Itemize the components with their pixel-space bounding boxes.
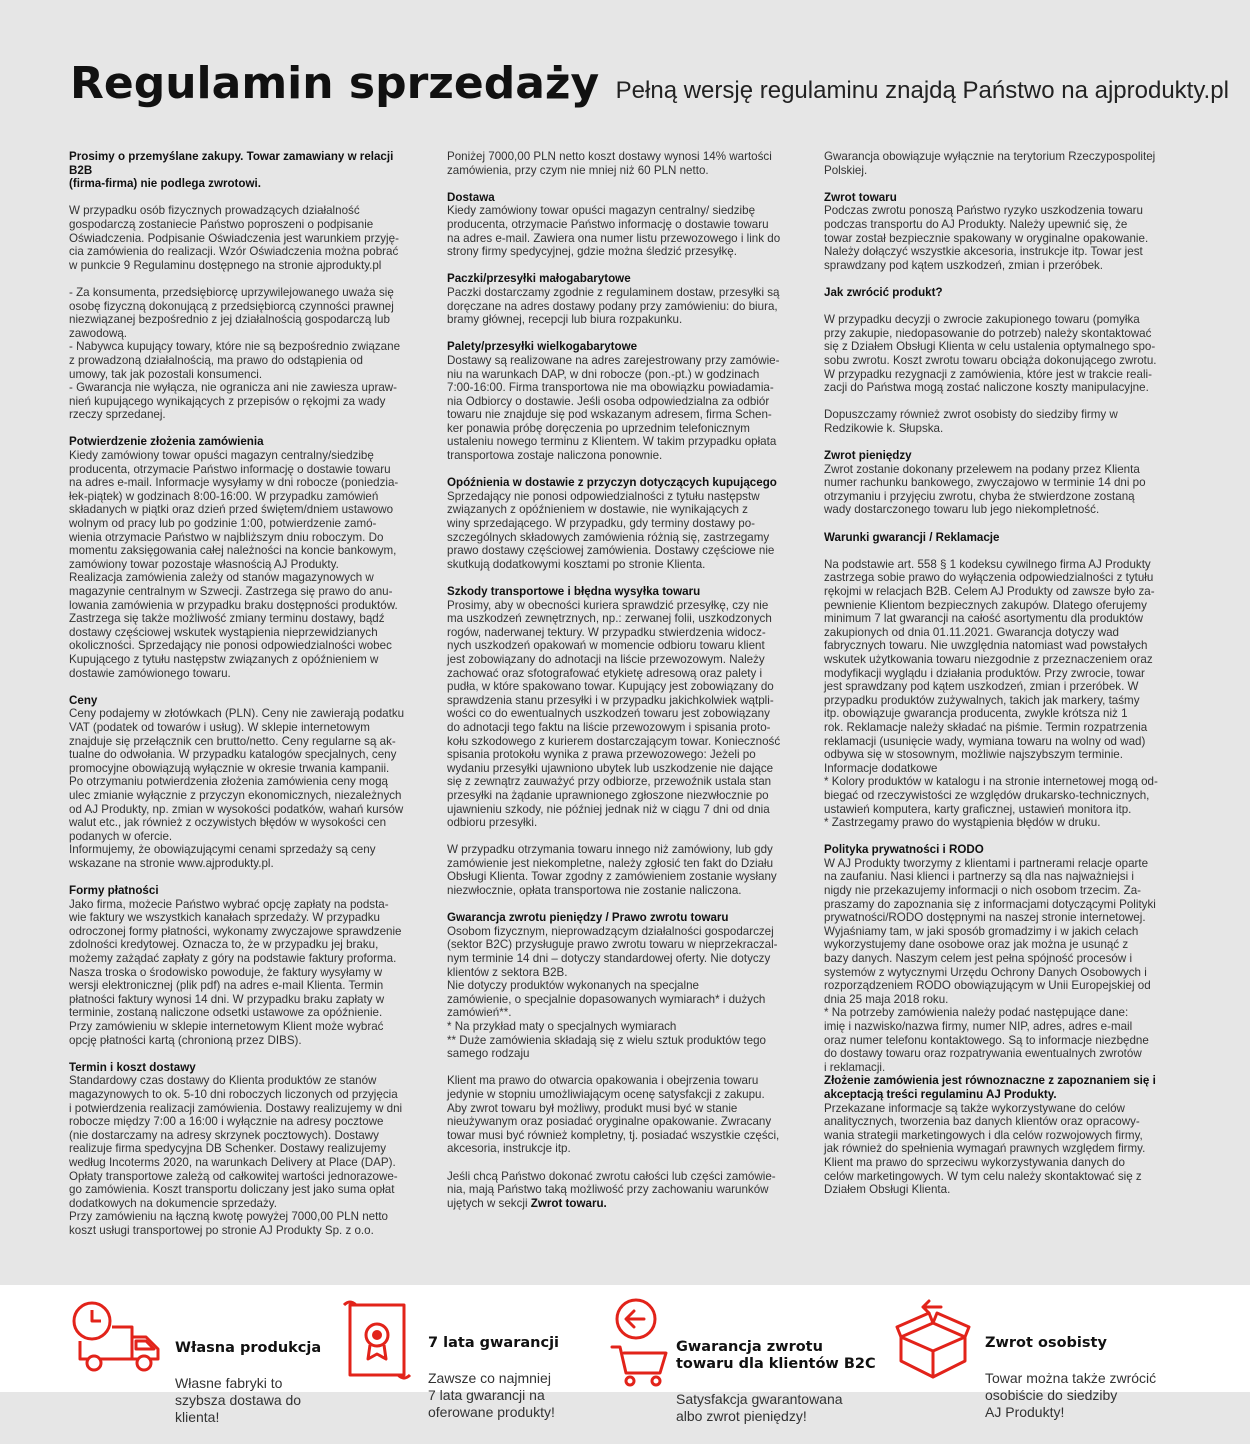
wrong-shipment-text: W przypadku otrzymania towaru innego niż zamówiony, lub gdy zamówienie jest niekompletne, należy zgłosić ten fakt do Działu Obsługi Klienta. Towar zgodny z zamówieniem zostanie wysłany niezwłocznie, opłata transportowa nie zostanie naliczona. <box>447 843 777 898</box>
warranty-text: Na podstawie art. 558 § 1 kodeksu cywilnego firma AJ Produkty zastrzega sobie prawo do wyłączenia odpowiedzialności z tytułu rękojmi w relacjach B2B. Celem AJ Produkty od zawsze było za- pewnienie Klientom bezpiecznych zakupów. Dlatego oferujemy minimum 7 lat gwarancji na całość asortymentu dla produktów zakupionych od dnia 01.11.2021. Gwarancja dotyczy wad fabrycznych towaru. Nie uwzględnia natomiast wad powstałych wskutek użytkowania towaru niezgodnie z przeznaczeniem oraz modyfikacji wyglądu i działania produktów. Przy zwrocie, towar jest sprawdzany pod kątem uszkodzeń, zmian i przeróbek. W przypadku produktów zużywalnych, takich jak markery, taśmy itp. obowiązuje gwarancja producenta, zwykle krótsza niż 1 rok. Reklamacje należy składać na piśmie. Termin rozpatrzenia reklamacji (usunięcie wady, wymiana towaru na wolny od wad) odbywa się w stosownym, możliwie najszybszym terminie. Informacje dodatkowe * Kolory produktów w katalogu i na stronie internetowej mogą od- biegać od rzeczywistości ze względów drukarsko-technicznych, ustawień komputera, karty graficznej, ustawień monitora itp. * Zastrzegamy prawo do wystąpienia błędów w druku. <box>824 557 1158 830</box>
wrong-shipment-section <box>447 843 791 897</box>
personal-return-section <box>824 408 1168 435</box>
warranty-section <box>824 558 1168 830</box>
privacy-usage-text: Przekazane informacje są także wykorzystywane do celów analitycznych, tworzenia baz danych klientów oraz opracowy- wania strategii marketingowych i dla celów rozwojowych firmy, jak również do spełnienia wymagań prawnych względem firmy. Klient ma prawo do sprzeciwu wykorzystywania danych do celów marketingowych. W tym celu należy skontaktować się z Działem Obsługi Klienta. <box>824 1101 1146 1197</box>
feature-warranty <box>340 1297 600 1420</box>
delivery-text: Kiedy zamówiony towar opuści magazyn centralny/ siedzibę producenta, otrzymacie Państwo informację o dostawie towaru na adres e-mail. Zawiera ona numer listu przewozowego i link do strony firmy spedycyjnej, gdzie można śledzić przesyłkę. <box>447 204 781 259</box>
page-title: Regulamin sprzedaży <box>70 58 600 109</box>
personal-return-text: Dopuszczamy również zwrot osobisty do siedziby firmy w Redzikowie k. Słupska. <box>824 408 1118 435</box>
prices-section <box>69 694 413 871</box>
feature-own-production <box>70 1297 350 1425</box>
refund-section <box>824 449 1168 517</box>
return-section-reference: Zwrot towaru. <box>530 1196 607 1210</box>
small-parcels-section <box>447 272 791 326</box>
delivery-heading: Dostawa <box>447 190 495 204</box>
feature-personal-return-text <box>985 1317 1156 1439</box>
warranty-heading-section <box>824 531 1168 545</box>
feature-title: Gwarancja zwrotu towaru dla klientów B2C <box>676 1339 876 1372</box>
delivery-delay-section <box>447 476 791 571</box>
page-subtitle: Pełną wersję regulaminu znajdą Państwo na ajprodukty.pl <box>615 77 1229 104</box>
order-confirmation-section <box>69 435 413 680</box>
money-back-text: Osobom fizycznym, nieprowadzącym działalności gospodarczej (sektor B2C) przysługuje prawo zwrotu towaru w nieprzekraczal- nym terminie 14 dni – dotyczy standardowej oferty. Nie dotyczy klientów z sektora B2B. Nie dotyczy produktów wykonanych na specjalne zamówienie, o specjalnie dopasowanych wymiarach* i dużych zamówień**. * Na przykład maty o specjalnych wymiarach ** Duże zamówienia składają się z wielu sztuk produktów tego samego rodzaju <box>447 924 778 1061</box>
features-footer <box>0 1285 1250 1425</box>
column-1 <box>69 150 413 1251</box>
territory-text: Gwarancja obowiązuje wyłącznie na terytorium Rzeczypospolitej Polskiej. <box>824 150 1156 177</box>
warranty-heading: Warunki gwarancji / Reklamacje <box>824 530 1000 544</box>
lead-text: Prosimy o przemyślane zakupy. Towar zamawiany w relacji B2B (firma-firma) nie podlega zwrotowi. <box>69 150 394 191</box>
territory-section <box>824 150 1168 177</box>
feature-description: Zawsze co najmniej 7 lata gwarancji na oferowane produkty! <box>428 1370 555 1420</box>
consumer-bullets-section <box>69 286 413 422</box>
partial-return-text <box>447 1170 791 1211</box>
product-return-heading: Zwrot towaru <box>824 190 897 204</box>
privacy-text: W AJ Produkty tworzymy z klientami i partnerami relacje oparte na zaufaniu. Nasi klienci i partnerzy są dla nas najważniejsi i nigdy nie przekazujemy informacji o nich osobom trzecim. Za- praszamy do zapoznania się z informacjami dotyczącymi Polityki prywatności/RODO dostępnymi na naszej stronie internetowej. Wyjaśniamy tam, w jaki sposób gromadzimy i w jakich celach wykorzystujemy dane osobowe oraz jak można je usunąć z bazy danych. Naszym celem jest pełna spójność procesów i systemów z wytycznymi Urzędu Ochrony Danych Osobowych i rozporządzeniem RODO obowiązującym w Unii Europejskiej od dnia 25 maja 2018 roku. * Na potrzeby zamówienia należy podać następujące dane: imię i nazwisko/nazwa firmy, numer NIP, adres, adres e-mail oraz numer telefonu kontaktowego. Są to informacje niezbędne do dostawy towaru oraz rozpatrywania ewentualnych zwrotów i reklamacji. <box>824 856 1156 1074</box>
order-confirmation-text: Kiedy zamówiony towar opuści magazyn centralny/siedzibę producenta, otrzymacie Państwo informację o dostawie towaru na adres e-mail. Informacje wysyłamy w dni robocze (poniedzia- łek-piątek) w godzinach 8:00-16:00. W przypadku zamówień składanych w piątki oraz dzień przed świętem/dniem ustawowo wolnym od pracy lub po godzinie 1:00, potwierdzenie zamó- wienia otrzymacie Państwo w najbliższym dniu roboczym. Do momentu zaksięgowania całej należności na koncie bankowym, zamówiony towar pozostaje własnością AJ Produkty. Realizacja zamówienia zależy od stanów magazynowych w magazynie centralnym w Szwecji. Zastrzega się prawo do anu- lowania zamówienia w przypadku braku dostępności produktów. Zastrzega się także możliwość zmiany terminu dostawy, bądź dostawy częściowej wskutek wystąpienia nieprzewidzianych okoliczności. Sprzedający nie ponosi odpowiedzialności wobec Kupującego z tytułu następstw związanych z opóźnieniem w dostawie zamówionego towaru. <box>69 449 399 680</box>
feature-money-back <box>610 1297 900 1424</box>
delivery-delay-heading: Opóźnienia w dostawie z przyczyn dotyczących kupującego <box>447 476 777 490</box>
feature-title: 7 lata gwarancji <box>428 1335 560 1351</box>
prices-heading: Ceny <box>69 693 98 707</box>
pallets-section <box>447 340 791 462</box>
transport-damage-section <box>447 585 791 830</box>
column-2 <box>447 150 791 1224</box>
feature-title: Własna produkcja <box>175 1340 322 1356</box>
transport-damage-text: Prosimy, aby w obecności kuriera sprawdzić przesyłkę, czy nie ma uszkodzeń zewnętrznych, np.: zerwanej folii, uszkodzonych rogów, naderwanej tektury. W przypadku stwierdzenia widocz- nych uszkodzeń opakowań w momencie odbioru towaru klient jest zobowiązany do adnotacji na liście przewozowym. Należy zachować oraz sfotografować etykietę adresową oraz palety i pudła, w które spakowano towar. Kupujący jest zobowiązany do sprawdzenia stanu przesyłki i w przypadku jakichkolwiek wątpli- wości co do ewentualnych uszkodzeń towaru jest zobowiązany do adnotacji tego faktu na liście przewozowym i spisania proto- kołu szkodowego z kurierem dostarczającym towar. Konieczność spisania protokołu wynika z prawa przewozowego: Jeżeli po wydaniu przesyłki ujawniono ubytek lub uszkodzenie nie dające się z zewnątrz zauważyć przy odbiorze, przewoźnik ustala stan przesyłki na żądanie uprawnionego zgłoszone niezwłocznie po ujawnieniu szkody, nie później jednak niż w ciągu 7 dni od dnia odbioru przesyłki. <box>447 598 781 830</box>
payment-text: Jako firma, możecie Państwo wybrać opcję zapłaty na podsta- wie faktury we wszystkich kanałach sprzedaży. W przypadku odroczonej formy płatności, wykonamy zwyczajowe sprawdzenie zdolności kredytowej. Oznacza to, że w przypadku jej braku, możemy zażądać zapłaty z góry na podstawie faktury proforma. Nasza troska o środowisko powoduje, że faktury wysyłamy w wersji elektronicznej (plik pdf) na adres e-mail Klienta. Termin płatności faktury wynosi 14 dni. W przypadku braku zapłaty w terminie, zostaną naliczone odsetki ustawowe za opóźnienie. Przy zamówieniu w sklepie internetowym Klient może wybrać opcję płatności kartą (chronioną przez DIBS). <box>69 897 402 1047</box>
page-header <box>70 58 1229 118</box>
feature-warranty-text <box>428 1317 559 1439</box>
delivery-cost-text: Poniżej 7000,00 PLN netto koszt dostawy wynosi 14% wartości zamówienia, przy czym nie mniej niż 60 PLN netto. <box>447 150 772 177</box>
privacy-acceptance-text: Złożenie zamówienia jest równoznaczne z zapoznaniem się i akceptacją treści regulaminu AJ Produkty. <box>824 1074 1156 1101</box>
intro-text: W przypadku osób fizycznych prowadzących działalność gospodarczą zostaniecie Państwo poproszeni o podpisanie Oświadczenia. Podpisanie Oświadczenia jest warunkiem przyję- cia zamówienia do realizacji. Wzór Oświadczenia można pobrać w punkcie 9 Regulaminu dostępnego na stronie ajprodukty.pl <box>69 204 399 272</box>
small-parcels-text: Paczki dostarczamy zgodnie z regulaminem dostaw, przesyłki są doręczane na adres dostawy podany przy zamówieniu: do biura, bramy głównej, recepcji lub biura rozpakunku. <box>447 285 780 327</box>
product-return-text: Podczas zwrotu ponoszą Państwo ryzyko uszkodzenia towaru podczas transportu do AJ Produkty. Należy upewnić się, że towar został bezpiecznie spakowany w oryginalne opakowanie. Należy dołączyć wszystkie akcesoria, instrukcje itp. Towar jest sprawdzany pod kątem uszkodzeń, zmian i przeróbek. <box>824 204 1149 272</box>
delivery-terms-heading: Termin i koszt dostawy <box>69 1060 196 1074</box>
package-opening-section <box>447 1074 791 1156</box>
delivery-section <box>447 191 791 259</box>
feature-personal-return <box>895 1297 1185 1420</box>
how-to-return-body <box>824 313 1168 395</box>
return-box-icon <box>895 1297 971 1381</box>
package-opening-text: Klient ma prawo do otwarcia opakowania i obejrzenia towaru jedynie w stopniu umożliwiającym ocenę satysfakcji z zakupu. Aby zwrot towaru był możliwy, produkt musi być w stanie nieużywanym oraz posiadać oryginalne opakowanie. Zwracany towar musi być również kompletny, tj. posiadać wszystkie części, akcesoria, instrukcje itp. <box>447 1074 780 1156</box>
partial-return-section <box>447 1170 791 1211</box>
column-3 <box>824 150 1168 1210</box>
delivery-delay-text: Sprzedający nie ponosi odpowiedzialności z tytułu następstw związanych z opóźnieniem w dostawie, nie wynikających z winy sprzedającego. W przypadku, gdy terminy dostawy po- szczególnych składowych zamówienia różnią się, zastrzegamy prawo dostawy częściowej zamówienia. Dostawy częściowe nie skutkują dodatkowymi kosztami po stronie Klienta. <box>447 489 775 571</box>
delivery-truck-clock-icon <box>70 1297 162 1379</box>
money-back-heading: Gwarancja zwrotu pieniędzy / Prawo zwrotu towaru <box>447 911 729 925</box>
product-return-section <box>824 191 1168 273</box>
how-to-return-text: W przypadku decyzji o zwrocie zakupionego towaru (pomyłka przy zakupie, niedopasowanie do potrzeb) należy skontaktować się z Działem Obsługi Klienta w celu ustalenia optymalnego spo- sobu zwrotu. Koszt zwrotu towaru obciąża dokonującego zwrotu. W przypadku rezygnacji z zamówienia, które jest w trakcie reali- zacji do Państwa mogą zostać naliczone koszty manipulacyjne. <box>824 313 1157 395</box>
delivery-cost-section <box>447 150 791 177</box>
transport-damage-heading: Szkody transportowe i błędna wysyłka towaru <box>447 585 701 598</box>
order-confirmation-heading: Potwierdzenie złożenia zamówienia <box>69 435 264 449</box>
payment-heading: Formy płatności <box>69 884 159 898</box>
feature-own-production-text <box>175 1322 321 1444</box>
how-to-return-heading: Jak zwrócić produkt? <box>824 285 943 299</box>
how-to-return-section <box>824 286 1168 300</box>
refund-heading: Zwrot pieniędzy <box>824 449 912 463</box>
pallets-heading: Palety/przesyłki wielkogabarytowe <box>447 340 638 354</box>
privacy-section <box>824 843 1168 1196</box>
feature-description: Towar można także zwrócić osobiście do siedziby AJ Produkty! <box>985 1370 1157 1420</box>
intro-section <box>69 204 413 272</box>
prices-text: Ceny podajemy w złotówkach (PLN). Ceny nie zawierają podatku VAT (podatek od towarów i usług). W sklepie internetowym znajduje się przełącznik cen brutto/netto. Ceny regularne są ak- tualne do odwołania. W przypadku katalogów specjalnych, ceny promocyjne obowiązują wyłącznie w okresie trwania kampanii. Po otrzymaniu potwierdzenia złożenia zamówienia ceny mogą ulec zmianie wyłącznie z przyczyn ekonomicznych, niezależnych od AJ Produkty, np. zmian w wysokości podatków, wahań kursów walut etc., jak również z oczywistych błędów w wysokości cen podanych w ofercie. Informujemy, że obowiązującymi cenami sprzedaży są ceny wskazane na stronie www.ajprodukty.pl. <box>69 707 405 870</box>
payment-section <box>69 884 413 1047</box>
feature-title: Zwrot osobisty <box>985 1335 1107 1351</box>
small-parcels-heading: Paczki/przesyłki małogabarytowe <box>447 272 631 286</box>
warranty-certificate-icon <box>340 1297 418 1383</box>
lead-section <box>69 150 413 191</box>
partial-return-body: Jeśli chcą Państwo dokonać zwrotu całości lub części zamówie- nia, mają Państwo taką możliwość przy zachowaniu warunków ujętych w sekcji <box>447 1169 776 1210</box>
privacy-heading: Polityka prywatności i RODO <box>824 843 984 857</box>
feature-money-back-text <box>676 1321 876 1443</box>
refund-text: Zwrot zostanie dokonany przelewem na podany przez Klienta numer rachunku bankowego, zwyczajowo w terminie 14 dni po otrzymaniu i przyjęciu zwrotu, chyba że stwierdzone zostaną wady dostarczonego towaru lub jego niekompletność. <box>824 462 1146 517</box>
delivery-terms-text: Standardowy czas dostawy do Klienta produktów ze stanów magazynowych to ok. 5-10 dni roboczych liczonych od przyjęcia i potwierdzenia realizacji zamówienia. Dostawy realizujemy w dni robocze między 7:00 a 16:00 i wyłącznie na adresy pocztowe (nie dostarczamy na adresy skrzynek pocztowych). Dostawy realizuje firma spedycyjna DB Schenker. Dostawy realizujemy według Incoterms 2020, na warunkach Delivery at Place (DAP). Opłaty transportowe zależą od całkowitej wartości jednorazowe- go zamówienia. Koszt transportu doliczany jest jako suma opłat dodatkowych na dokumencie sprzedaży. Przy zamówieniu na łączną kwotę powyżej 7000,00 PLN netto koszt usługi transportowej po stronie AJ Produkty Sp. z o.o. <box>69 1074 403 1237</box>
pallets-text: Dostawy są realizowane na adres zarejestrowany przy zamówie- niu na warunkach DAP, w dni robocze (pon.-pt.) w godzinach 7:00-16:00. Firma transportowa nie ma obowiązku powiadamia- nia Odbiorcy o dostawie. Jeśli osoba odpowiedzialna za odbiór towaru nie znajduje się pod wskazanym adresem, firma Schen- ker ponawia próbę doręczenia po uprzednim telefonicznym ustaleniu nowego terminu z Klientem. W takim przypadku opłata transportowa zostaje naliczona ponownie. <box>447 353 780 463</box>
feature-description: Własne fabryki to szybsza dostawa do klienta! <box>175 1375 302 1425</box>
money-back-section <box>447 911 791 1061</box>
feature-description: Satysfakcja gwarantowana albo zwrot pieniędzy! <box>676 1391 843 1424</box>
money-back-cart-icon <box>610 1297 672 1389</box>
consumer-bullets-text: - Za konsumenta, przedsiębiorcę uprzywilejowanego uważa się osobę fizyczną dokonującą z przedsiębiorcą czynności prawnej niezwiązanej bezpośrednio z jej działalnością gospodarczą lub zawodową. - Nabywca kupujący towary, które nie są bezpośrednio związane z prowadzoną działalnością, ma prawo do odstąpienia od umowy, tak jak pozostali konsumenci. - Gwarancja nie wyłącza, nie ogranicza ani nie zawiesza upraw- nień kupującego wynikających z przepisów o rękojmi za wady rzeczy sprzedanej. <box>69 285 401 422</box>
delivery-terms-section <box>69 1061 413 1238</box>
